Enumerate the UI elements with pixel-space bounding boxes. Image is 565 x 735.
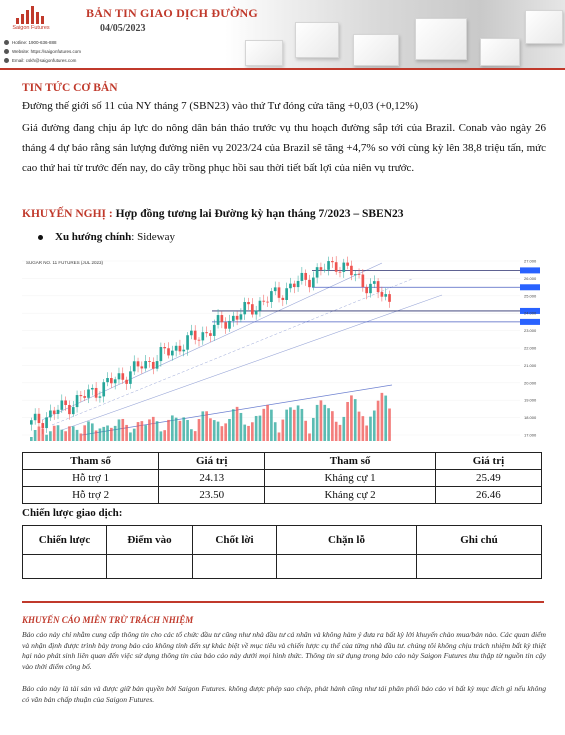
candle-body	[243, 302, 246, 314]
logo-text: Saigon Futures	[12, 25, 50, 31]
volume-bar	[205, 411, 208, 441]
resistance-2-value: 26.46	[435, 487, 541, 504]
support-2-label: Hỗ trợ 2	[23, 487, 159, 504]
volume-bar	[362, 416, 365, 441]
contact-phone: Hotline: 1900-636-888	[4, 38, 81, 47]
candle-body	[327, 261, 330, 270]
disclaimer-title: KHUYẾN CÁO MIỄN TRỪ TRÁCH NHIỆM	[22, 615, 194, 625]
candle-body	[308, 280, 311, 287]
volume-bar	[68, 426, 71, 441]
candle-body	[312, 278, 315, 288]
header-param-1: Tham số	[23, 453, 159, 470]
volume-bar	[76, 430, 79, 441]
volume-bar	[64, 431, 67, 441]
candle-body	[270, 291, 273, 302]
volume-bar	[327, 408, 330, 441]
volume-bar	[354, 399, 357, 441]
entry-cell	[107, 555, 193, 579]
strategy-title: Chiến lược giao dịch:	[22, 507, 123, 519]
candle-body	[68, 405, 71, 414]
volume-bar	[346, 402, 349, 441]
candle-body	[41, 423, 44, 428]
candle-body	[335, 262, 338, 272]
news-section-title: TIN TỨC CƠ BẢN	[22, 82, 118, 94]
candle-body	[102, 382, 105, 396]
news-body: Giá đường đang chịu áp lực do nông dân bán tháo trước vụ thu hoạch đường sắp tới của Brazil. Conab vào ngày 26 tháng 4 dự báo rằng sản lượng đường niên vụ 2023/24 của Brazil sẽ tăng +4,7% so với cùng kỳ lên 38,8 triệu tấn, mức cao thứ hai từ trước đến nay, do cây trồng phục hồi sau thời tiết bất lợi của niên vụ trước.	[22, 122, 546, 174]
candle-body	[141, 366, 144, 368]
support-1-label: Hỗ trợ 1	[23, 470, 159, 487]
candle-body	[342, 263, 345, 272]
volume-bar	[369, 417, 372, 441]
volume-bar	[129, 432, 132, 441]
strategy-cell	[23, 555, 107, 579]
volume-bar	[373, 411, 376, 441]
trend-label: Xu hướng chính	[55, 231, 132, 243]
candle-body	[80, 395, 83, 396]
volume-bar	[95, 430, 98, 441]
candle-body	[110, 378, 113, 383]
volume-bar	[217, 422, 220, 441]
candle-body	[224, 322, 227, 328]
candle-body	[281, 298, 284, 300]
volume-bar	[110, 428, 113, 441]
header-entry: Điểm vào	[107, 526, 193, 555]
candle-body	[381, 292, 384, 297]
level-tag	[520, 267, 540, 273]
candle-body	[198, 340, 201, 341]
candle-body	[87, 389, 90, 397]
volume-bar	[365, 426, 368, 441]
candle-body	[293, 284, 296, 287]
header-param-2: Tham số	[265, 453, 436, 470]
volume-bar	[179, 421, 182, 441]
volume-bar	[232, 409, 235, 441]
candle-body	[297, 281, 300, 287]
volume-bar	[331, 411, 334, 441]
price-tick-label: 18.000	[524, 415, 537, 421]
candle-body	[350, 266, 353, 275]
volume-bar	[167, 420, 170, 441]
volume-bar	[60, 430, 63, 441]
volume-bar	[53, 426, 56, 441]
candle-body	[30, 420, 33, 424]
volume-bar	[335, 422, 338, 441]
volume-bar	[358, 412, 361, 441]
candle-body	[266, 302, 269, 303]
volume-bar	[259, 416, 262, 441]
volume-bar	[381, 393, 384, 441]
disclaimer-text-2: Báo cáo này là tài sản và được giữ bản quyền bởi Saigon Futures. không được phép sao chép, phát hành cũng như tái phân phối báo cáo vì bất kỳ mục đích gì nếu không có văn bản chấp thuận của Saigon Futures.	[22, 684, 546, 704]
volume-bar	[194, 431, 197, 441]
volume-bar	[156, 421, 159, 441]
candle-body	[91, 388, 94, 389]
volume-bar	[221, 426, 224, 441]
company-logo	[8, 6, 54, 32]
candle-body	[354, 274, 357, 275]
candle-body	[179, 346, 182, 352]
candle-body	[259, 301, 262, 311]
volume-bar	[339, 425, 342, 441]
candle-body	[384, 294, 387, 297]
candle-body	[53, 411, 56, 414]
volume-bar	[209, 418, 212, 441]
price-tick-label: 17.000	[524, 432, 537, 438]
notes-cell	[417, 555, 542, 579]
resistance-1-value: 25.49	[435, 470, 541, 487]
volume-bar	[262, 409, 265, 441]
candle-body	[240, 314, 243, 319]
volume-bar	[243, 425, 246, 441]
price-tick-label: 23.000	[524, 328, 537, 334]
candle-body	[362, 275, 365, 288]
volume-bar	[224, 423, 227, 441]
news-headline: Đường thế giới số 11 của NY tháng 7 (SBN23) vào thứ Tư đóng cửa tăng +0,03 (+0,12%)	[22, 100, 419, 112]
price-tick-label: 20.000	[524, 380, 537, 386]
candle-body	[144, 361, 147, 368]
take-profit-cell	[193, 555, 277, 579]
volume-bar	[38, 427, 41, 441]
level-tag	[520, 284, 540, 290]
candle-body	[72, 407, 75, 414]
volume-bar	[141, 421, 144, 441]
candle-body	[64, 400, 67, 404]
trend-bullet	[38, 231, 175, 243]
volume-bar	[301, 409, 304, 441]
price-chart	[22, 255, 542, 445]
candle-body	[339, 272, 342, 273]
price-tick-label: 26.000	[524, 275, 537, 281]
volume-bar	[102, 427, 105, 441]
price-tick-label: 25.000	[524, 293, 537, 299]
volume-bar	[274, 422, 277, 441]
contact-email[interactable]: Email: cskh@saigonfutures.com	[4, 56, 81, 65]
recommendation-text: Hợp đồng tương lai Đường kỳ hạn tháng 7/2023 – SBEN23	[112, 208, 404, 220]
volume-bar	[255, 416, 258, 441]
volume-bar	[236, 407, 239, 441]
candle-body	[99, 396, 102, 397]
volume-bar	[152, 417, 155, 441]
volume-bar	[106, 425, 109, 441]
trend-value: : Sideway	[131, 231, 175, 243]
levels-table	[22, 452, 542, 504]
candle-body	[167, 348, 170, 355]
volume-bar	[213, 420, 216, 441]
volume-bar	[87, 421, 90, 441]
candle-body	[106, 378, 109, 382]
report-date: 04/05/2023	[100, 23, 146, 34]
candle-body	[175, 346, 178, 351]
volume-bar	[312, 418, 315, 441]
volume-bar	[144, 425, 147, 441]
volume-bar	[137, 422, 140, 441]
volume-bar	[308, 433, 311, 441]
header-stop-loss: Chặn lỗ	[277, 526, 417, 555]
volume-bar	[198, 419, 201, 441]
candle-body	[388, 294, 391, 302]
volume-bar	[72, 426, 75, 441]
candle-body	[221, 315, 224, 322]
volume-bar	[49, 431, 52, 441]
candle-body	[190, 331, 193, 336]
price-tick-label: 24.000	[524, 310, 537, 316]
table-row	[23, 487, 542, 504]
candle-body	[320, 267, 323, 270]
volume-bar	[285, 410, 288, 441]
volume-bar	[114, 426, 117, 441]
candle-body	[186, 335, 189, 349]
volume-bar	[304, 421, 307, 441]
candle-body	[49, 411, 52, 418]
candle-body	[255, 311, 258, 315]
header-value-2: Giá trị	[435, 453, 541, 470]
volume-bar	[148, 419, 151, 441]
volume-bar	[80, 433, 83, 441]
candle-body	[285, 288, 288, 300]
price-tick-label: 19.000	[524, 397, 537, 403]
candle-body	[274, 287, 277, 291]
volume-bar	[57, 425, 60, 441]
volume-bar	[320, 400, 323, 441]
globe-icon	[4, 49, 9, 54]
volume-bar	[125, 425, 128, 441]
price-tick-label: 27.000	[524, 258, 537, 264]
candle-body	[373, 281, 376, 284]
candle-body	[137, 361, 140, 366]
candle-body	[148, 361, 151, 362]
disclaimer-divider	[22, 601, 544, 603]
candle-body	[304, 273, 307, 280]
volume-bar	[281, 420, 284, 441]
contact-website[interactable]: Website: https://saigonfutures.com	[4, 47, 81, 56]
volume-bar	[323, 405, 326, 441]
sugar-cubes-banner	[225, 0, 565, 68]
price-tick-label: 21.000	[524, 362, 537, 368]
header-divider	[0, 68, 565, 70]
chart-title: SUGAR NO. 11 FUTURES (JUL 2023)	[26, 260, 104, 265]
volume-bar	[350, 395, 353, 441]
volume-bar	[34, 430, 37, 441]
volume-bar	[293, 410, 296, 441]
volume-bar	[251, 422, 254, 441]
recommendation	[22, 208, 404, 220]
volume-bar	[45, 435, 48, 441]
support-1-value: 24.13	[159, 470, 265, 487]
header-take-profit: Chốt lời	[193, 526, 277, 555]
volume-bar	[342, 417, 345, 441]
header-notes: Ghi chú	[417, 526, 542, 555]
volume-bar	[121, 419, 124, 441]
table-row	[23, 470, 542, 487]
candle-body	[163, 347, 166, 348]
candle-body	[262, 301, 265, 302]
candle-body	[34, 414, 37, 420]
candle-body	[152, 362, 155, 369]
volume-bar	[388, 408, 391, 441]
candle-body	[205, 332, 208, 333]
candle-body	[289, 284, 292, 289]
candle-body	[346, 263, 349, 266]
candle-body	[251, 304, 254, 314]
candle-body	[369, 284, 372, 293]
volume-bar	[316, 405, 319, 441]
candle-body	[236, 316, 239, 320]
volume-bar	[91, 423, 94, 441]
volume-bar	[228, 419, 231, 441]
candle-body	[114, 379, 117, 383]
mail-icon	[4, 58, 9, 63]
candle-body	[201, 332, 204, 340]
volume-bar	[163, 430, 166, 441]
volume-bar	[278, 432, 281, 441]
candle-body	[133, 361, 136, 371]
candle-body	[83, 396, 86, 398]
resistance-1-label: Kháng cự 1	[265, 470, 436, 487]
contact-info	[4, 38, 81, 65]
table-row	[23, 555, 542, 579]
report-title: BẢN TIN GIAO DỊCH ĐƯỜNG	[86, 6, 258, 20]
volume-bar	[240, 413, 243, 441]
candle-body	[160, 347, 163, 361]
volume-bar	[377, 401, 380, 441]
volume-bar	[171, 415, 174, 441]
volume-bar	[186, 420, 189, 441]
volume-bar	[160, 431, 163, 441]
volume-bar	[384, 396, 387, 441]
resistance-2-label: Kháng cự 2	[265, 487, 436, 504]
candle-body	[129, 371, 132, 384]
volume-bar	[201, 411, 204, 441]
candle-body	[213, 325, 216, 336]
candle-body	[95, 388, 98, 398]
volume-bar	[118, 419, 121, 441]
candle-body	[57, 410, 60, 414]
candle-body	[301, 273, 304, 281]
candle-body	[278, 287, 281, 297]
candle-body	[194, 331, 197, 340]
volume-bar	[247, 426, 250, 441]
candle-body	[171, 351, 174, 356]
candle-body	[365, 287, 368, 293]
volume-bar	[266, 405, 269, 441]
volume-bar	[83, 425, 86, 441]
volume-bar	[289, 407, 292, 441]
candle-body	[323, 270, 326, 271]
volume-bar	[133, 429, 136, 441]
candle-body	[121, 373, 124, 380]
volume-bar	[175, 418, 178, 441]
candle-body	[247, 302, 250, 304]
report-header	[0, 0, 565, 68]
candle-body	[232, 316, 235, 321]
strategy-table	[22, 525, 542, 579]
volume-bar	[182, 417, 185, 441]
candle-body	[38, 414, 41, 423]
stop-loss-cell	[277, 555, 417, 579]
candle-body	[45, 417, 48, 428]
volume-bar	[270, 410, 273, 441]
candle-body	[60, 400, 63, 409]
candle-body	[377, 281, 380, 292]
candle-body	[217, 315, 220, 325]
candle-body	[156, 361, 159, 369]
recommendation-label: KHUYẾN NGHỊ :	[22, 208, 113, 220]
candle-body	[182, 350, 185, 352]
disclaimer-text-1: Báo cáo này chỉ nhằm cung cấp thông tin cho các tổ chức đầu tư cũng như nhà đầu tư cá nhân và không hàm ý đưa ra bất kỳ lời khuyến chào mua/bán nào. Các quan điểm và nhận định được trình bày trong báo cáo không tính đến sự khác biệt về mục tiêu và chiến lược cụ thể của từng nhà đầu tư. chúng tôi không chịu trách nhiệm bất kỳ thiệt hại nào phát sinh liên quan đến việc sử dụng thông tin của báo cáo này dưới mọi hình thức. Thông tin sử dụng trong báo cáo này Saigon Futures thu thập từ nguồn tin cậy vào thời điểm công bố.	[22, 630, 546, 671]
volume-bar	[30, 437, 33, 441]
level-tag	[520, 319, 540, 325]
candle-body	[228, 321, 231, 329]
candle-body	[209, 333, 212, 336]
volume-bar	[297, 405, 300, 441]
candle-body	[125, 380, 128, 384]
candle-body	[118, 373, 121, 379]
price-tick-label: 22.000	[524, 345, 537, 351]
candle-body	[316, 267, 319, 277]
header-value-1: Giá trị	[159, 453, 265, 470]
candle-body	[76, 395, 79, 407]
volume-bar	[190, 429, 193, 441]
phone-icon	[4, 40, 9, 45]
volume-bar	[99, 428, 102, 441]
candle-body	[331, 261, 334, 262]
support-2-value: 23.50	[159, 487, 265, 504]
header-strategy: Chiến lược	[23, 526, 107, 555]
bullet-dot	[38, 235, 43, 240]
candle-body	[358, 274, 361, 275]
